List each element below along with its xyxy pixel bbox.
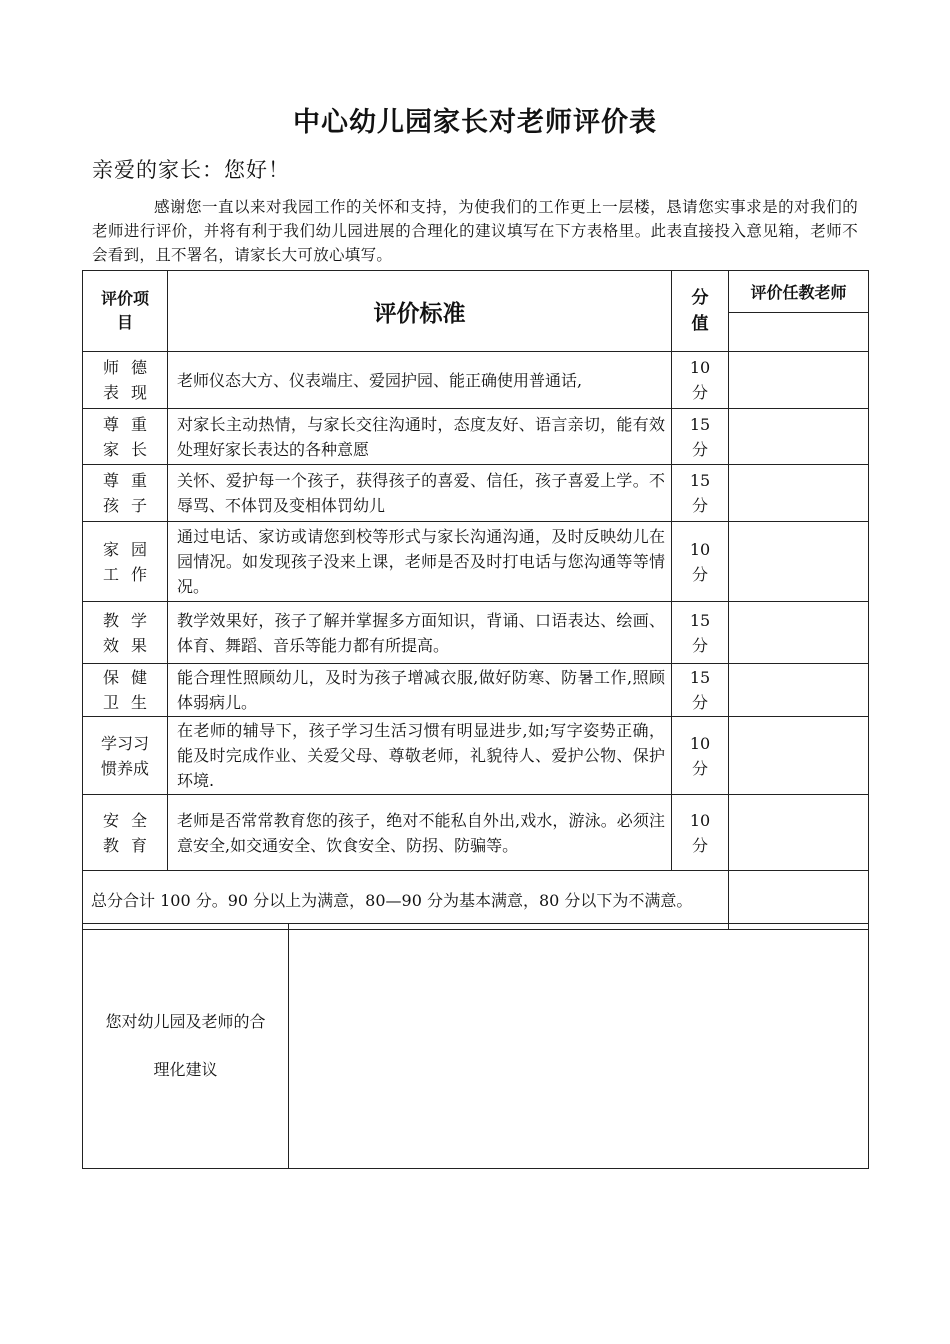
suggestion-input-area[interactable] [289,924,869,1169]
teacher-rating-cell[interactable] [729,602,869,664]
criterion-item: 教学 效果 [83,602,168,664]
criterion-score: 15 分 [672,409,729,465]
teacher-rating-cell[interactable] [729,717,869,795]
criterion-score: 15 分 [672,602,729,664]
criterion-score: 10 分 [672,352,729,409]
criterion-standard: 老师仪态大方、仪表端庄、爱园护园、能正确使用普通话, [168,352,672,409]
criterion-item: 保健 卫生 [83,664,168,717]
greeting: 亲爱的家长：您好！ [92,158,290,182]
criterion-score: 10 分 [672,522,729,602]
criterion-standard: 教学效果好，孩子了解并掌握多方面知识，背诵、口语表达、绘画、体育、舞蹈、音乐等能力都有所提高。 [168,602,672,664]
criterion-item: 家园 工作 [83,522,168,602]
header-teacher: 评价任教老师 [729,271,869,313]
criterion-standard: 在老师的辅导下，孩子学习生活习惯有明显进步,如;写字姿势正确，能及时完成作业、关爱父母、尊敬老师，礼貌待人、爱护公物、保护环境. [168,717,672,795]
teacher-rating-cell[interactable] [729,664,869,717]
total-row [83,871,869,930]
criterion-row [83,717,869,795]
criterion-score: 10 分 [672,795,729,871]
criterion-row [83,795,869,871]
criterion-score: 15 分 [672,664,729,717]
header-standard: 评价标准 [168,271,672,352]
teacher-rating-cell[interactable] [729,352,869,409]
criterion-standard: 对家长主动热情，与家长交往沟通时，态度友好、语言亲切，能有效处理好家长表达的各种意愿 [168,409,672,465]
total-score-cell[interactable] [729,871,869,930]
criterion-standard: 老师是否常常教育您的孩子，绝对不能私自外出,戏水，游泳。必须注意安全,如交通安全、饮食安全、防拐、防骗等。 [168,795,672,871]
criterion-row [83,602,869,664]
teacher-rating-cell[interactable] [729,409,869,465]
criterion-standard: 能合理性照顾幼儿，及时为孩子增减衣服,做好防寒、防暑工作,照顾体弱病儿。 [168,664,672,717]
total-note: 总分合计 100 分。90 分以上为满意，80—90 分为基本满意，80 分以下为不满意。 [83,871,729,930]
teacher-rating-cell[interactable] [729,522,869,602]
criterion-item: 学习习 惯养成 [83,717,168,795]
teacher-name-field[interactable] [729,313,869,352]
criterion-row [83,522,869,602]
criterion-item: 师德 表现 [83,352,168,409]
criterion-row [83,352,869,409]
header-item: 评价项 目 [83,271,168,352]
criterion-item: 尊重 家长 [83,409,168,465]
intro-paragraph: 感谢您一直以来对我园工作的关怀和支持，为使我们的工作更上一层楼，恳请您实事求是的对我们的老师进行评价，并将有利于我们幼儿园进展的合理化的建议填写在下方表格里。此表直接投入意见箱，老师不会看到，且不署名，请家长大可放心填写。 [92,198,858,264]
criterion-item: 尊重 孩子 [83,465,168,522]
criterion-score: 10 分 [672,717,729,795]
criterion-item: 安全 教育 [83,795,168,871]
criterion-row [83,664,869,717]
suggestion-table [82,923,869,1169]
teacher-rating-cell[interactable] [729,465,869,522]
header-score: 分 值 [672,271,729,352]
header-row [83,271,869,313]
teacher-rating-cell[interactable] [729,795,869,871]
criterion-score: 15 分 [672,465,729,522]
suggestion-label: 您对幼儿园及老师的合 理化建议 [83,924,289,1169]
criterion-row [83,465,869,522]
criterion-row [83,409,869,465]
criterion-standard: 通过电话、家访或请您到校等形式与家长沟通沟通，及时反映幼儿在园情况。如发现孩子没来上课，老师是否及时打电话与您沟通等等情况。 [168,522,672,602]
evaluation-table [82,270,869,930]
page-title: 中心幼儿园家长对老师评价表 [293,107,657,138]
criterion-standard: 关怀、爱护每一个孩子，获得孩子的喜爱、信任，孩子喜爱上学。不辱骂、不体罚及变相体罚幼儿 [168,465,672,522]
